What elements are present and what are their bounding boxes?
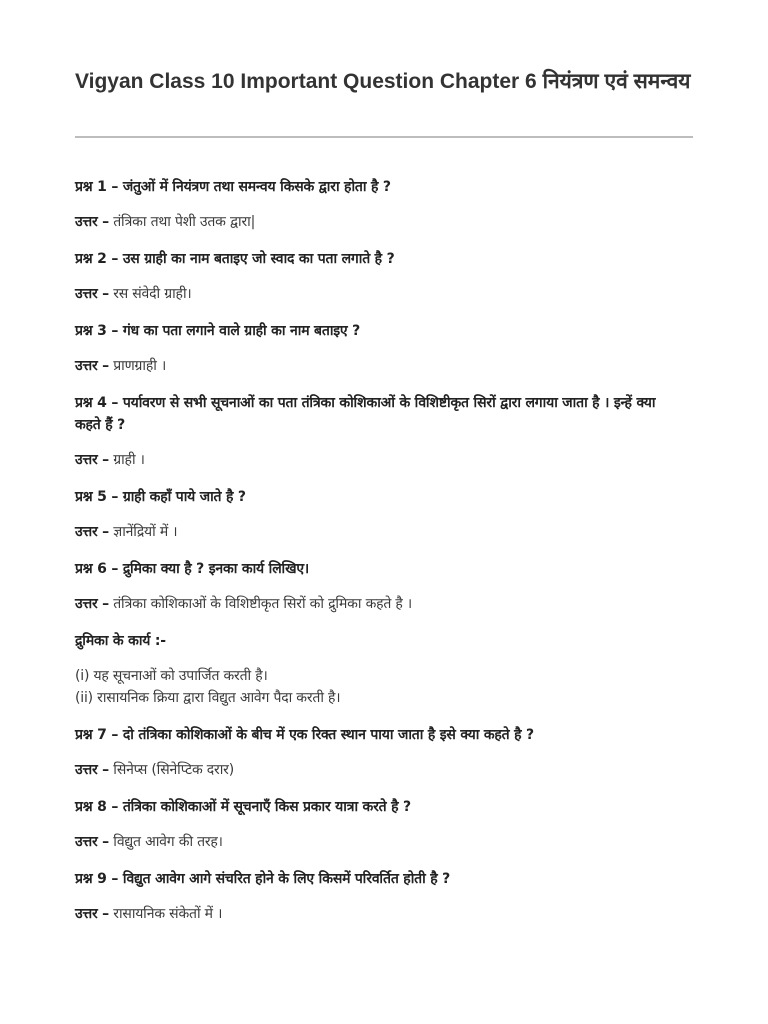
answer-8 (75, 831, 665, 853)
answer-lead: उत्तर – (75, 906, 109, 922)
title-divider (75, 136, 693, 138)
answer-lead: उत्तर – (75, 358, 109, 374)
answer-3 (75, 355, 665, 377)
answer-text: रस संवेदी ग्राही। (113, 286, 192, 302)
answer-text: विद्युत आवेग की तरह। (113, 834, 223, 850)
question-3: प्रश्न 3 – गंध का पता लगाने वाले ग्राही का नाम बताइए ? (75, 323, 361, 339)
answer-text: तंत्रिका कोशिकाओं के विशिष्टीकृत सिरों को द्रुमिका कहते है । (113, 596, 412, 612)
answer-text: रासायनिक संकेतों में । (113, 906, 223, 922)
answer-6 (75, 593, 665, 615)
page-title: Vigyan Class 10 Important Question Chapter 6 नियंत्रण एवं समन्वय (75, 70, 691, 93)
question-5: प्रश्न 5 – ग्राही कहाँ पाये जाते है ? (75, 489, 246, 505)
question-1: प्रश्न 1 – जंतुओं में नियंत्रण तथा समन्वय किसके द्वारा होता है ? (75, 179, 391, 195)
answer-5 (75, 521, 665, 543)
question-8: प्रश्न 8 – तंत्रिका कोशिकाओं में सूचनाएँ किस प्रकार यात्रा करते है ? (75, 799, 411, 815)
answer-9 (75, 903, 665, 925)
answer-lead: उत्तर – (75, 762, 109, 778)
question-2: प्रश्न 2 – उस ग्राही का नाम बताइए जो स्वाद का पता लगाते है ? (75, 251, 395, 267)
answer-lead: उत्तर – (75, 524, 109, 540)
answer-lead: उत्तर – (75, 596, 109, 612)
answer-text: ज्ञानेंद्रियों में । (113, 524, 178, 540)
answer-1 (75, 211, 665, 233)
answer-lead: उत्तर – (75, 834, 109, 850)
answer-lead: उत्तर – (75, 452, 109, 468)
question-4: प्रश्न 4 – पर्यावरण से सभी सूचनाओं का पता तंत्रिका कोशिकाओं के विशिष्टीकृत सिरों द्वारा लगाया जाता है । इन्हें क्या कहते हैं ? (75, 395, 656, 433)
answer-lead: उत्तर – (75, 286, 109, 302)
function-item-2: (ii) रासायनिक क्रिया द्वारा विद्युत आवेग पैदा करती है। (75, 690, 341, 706)
question-9: प्रश्न 9 – विद्युत आवेग आगे संचरित होने के लिए किसमें परिवर्तित होती है ? (75, 871, 451, 887)
answer-7 (75, 759, 665, 781)
answer-lead: उत्तर – (75, 214, 109, 230)
answer-text: ग्राही । (113, 452, 145, 468)
question-7: प्रश्न 7 – दो तंत्रिका कोशिकाओं के बीच में एक रिक्त स्थान पाया जाता है इसे क्या कहते है ? (75, 727, 534, 743)
question-6: प्रश्न 6 – द्रुमिका क्या है ? इनका कार्य लिखिए। (75, 561, 310, 577)
answer-2 (75, 283, 665, 305)
answer-4 (75, 449, 665, 471)
answer-text: तंत्रिका तथा पेशी उतक द्वारा| (113, 214, 256, 230)
answer-text: प्राणग्राही । (113, 358, 167, 374)
question-list (75, 176, 665, 925)
function-item-1: (i) यह सूचनाओं को उपार्जित करती है। (75, 668, 268, 684)
answer-text: सिनेप्स (सिनेप्टिक दरार) (113, 762, 234, 778)
functions-heading: द्रुमिका के कार्य :- (75, 633, 166, 649)
